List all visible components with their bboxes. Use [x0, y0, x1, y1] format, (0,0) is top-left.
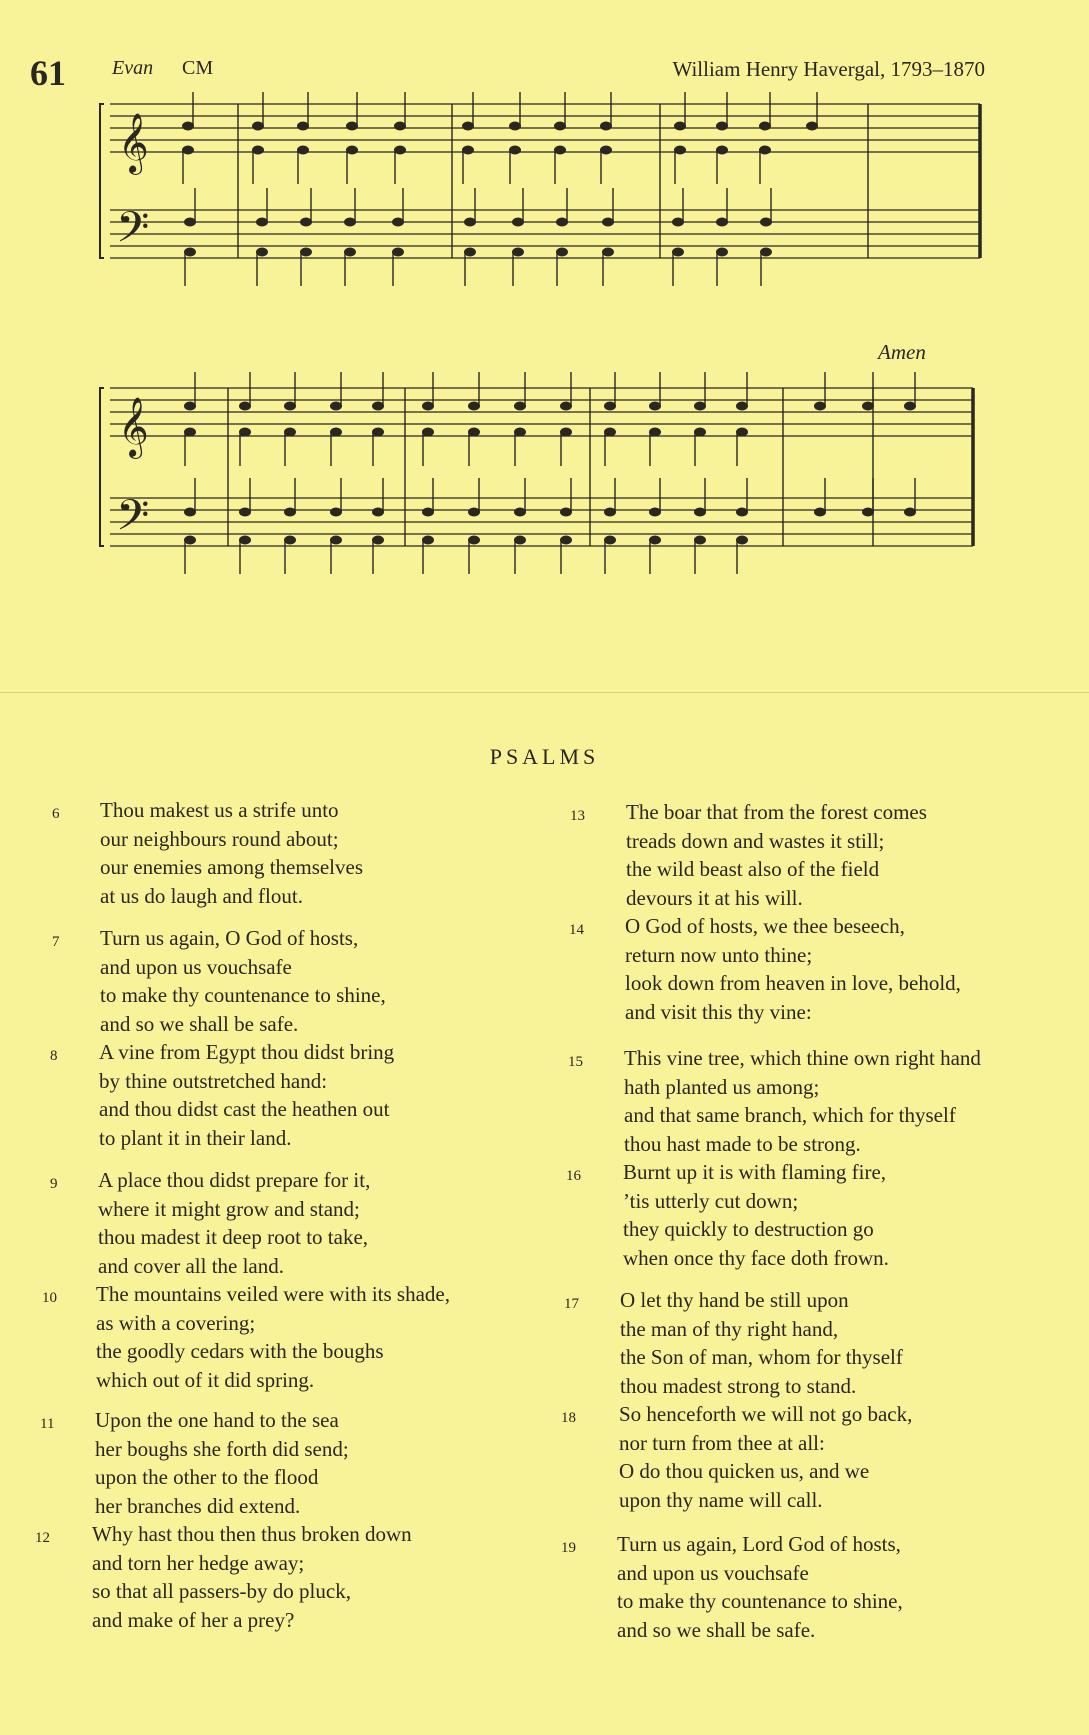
verse-number: 17: [564, 1296, 579, 1312]
verse-line: The boar that from the forest comes: [626, 800, 927, 824]
note-head: [256, 218, 268, 227]
note-head: [694, 428, 706, 437]
note-head: [284, 508, 296, 517]
note-head: [468, 508, 480, 517]
verse-line: treads down and wastes it still;: [626, 828, 885, 853]
note-head: [184, 428, 196, 437]
verse-number: 11: [40, 1416, 55, 1432]
verse-line: thou hast made to be strong.: [624, 1131, 861, 1156]
verse-line: and that same branch, which for thyself: [624, 1103, 956, 1127]
verse: [566, 1158, 889, 1272]
section-title: PSALMS: [489, 744, 600, 769]
note-head: [694, 536, 706, 545]
verse-number: 19: [561, 1540, 576, 1556]
verse: [40, 1406, 349, 1520]
verse-line: and cover all the land.: [98, 1253, 285, 1278]
verse-line: So henceforth we will not go back,: [619, 1402, 913, 1426]
verse-line: the wild beast also of the field: [626, 857, 880, 881]
note-head: [514, 508, 526, 517]
verse-line: they quickly to destruction go: [623, 1217, 874, 1241]
note-head: [736, 402, 748, 411]
system-2-treble-staff: [110, 388, 973, 436]
verse: [570, 798, 927, 912]
verse-line: thou madest strong to stand.: [620, 1373, 857, 1398]
note-head: [184, 536, 196, 545]
note-head: [422, 536, 434, 545]
note-head: [330, 428, 342, 437]
hymn-number: 61: [30, 53, 66, 93]
note-head: [604, 428, 616, 437]
system-1-bass-staff: [110, 210, 980, 258]
note-head: [184, 508, 196, 517]
note-head: [736, 508, 748, 517]
note-head: [422, 402, 434, 411]
verse-line: O God of hosts, we thee beseech,: [625, 914, 905, 938]
note-head: [904, 508, 916, 517]
note-head: [694, 508, 706, 517]
verse-line: look down from heaven in love, behold,: [625, 971, 961, 995]
verse-line: O let thy hand be still upon: [620, 1288, 849, 1312]
system-1-treble-staff: [110, 104, 980, 152]
note-head: [649, 508, 661, 517]
verse-line: hath planted us among;: [624, 1074, 820, 1099]
verse-line: and torn her hedge away;: [92, 1550, 305, 1575]
note-head: [252, 122, 264, 131]
verse: [42, 1280, 450, 1394]
verse-line: devours it at his will.: [626, 885, 803, 910]
note-head: [372, 428, 384, 437]
note-head: [509, 146, 521, 155]
verse-line: Upon the one hand to the sea: [95, 1408, 339, 1432]
note-head: [297, 122, 309, 131]
note-head: [394, 146, 406, 155]
verse-line: our neighbours round about;: [100, 826, 339, 851]
verse-line: upon the other to the flood: [95, 1465, 319, 1489]
verse-line: to plant it in their land.: [99, 1125, 292, 1150]
verse-line: which out of it did spring.: [96, 1367, 315, 1392]
verse-line: thou madest it deep root to take,: [98, 1225, 369, 1249]
verse-line: A place thou didst prepare for it,: [98, 1168, 371, 1192]
note-head: [182, 146, 194, 155]
note-head: [239, 428, 251, 437]
verse-number: 14: [569, 922, 584, 938]
note-head: [372, 402, 384, 411]
verse-number: 6: [52, 806, 60, 822]
verse-line: and upon us vouchsafe: [100, 954, 292, 979]
verse-line: as with a covering;: [96, 1310, 256, 1335]
music-score: [0, 0, 1089, 600]
note-head: [862, 508, 874, 517]
note-head: [604, 508, 616, 517]
verse-line: the goodly cedars with the boughs: [96, 1339, 384, 1363]
note-head: [600, 122, 612, 131]
verse-line: our enemies among themselves: [100, 855, 364, 879]
verse: [52, 924, 386, 1038]
verse-line: to make thy countenance to shine,: [100, 983, 386, 1007]
note-head: [560, 428, 572, 437]
bass-clef-icon: 𝄢: [116, 203, 150, 263]
note-head: [464, 218, 476, 227]
verse-line: the Son of man, whom for thyself: [620, 1345, 903, 1369]
verse-line: Turn us again, O God of hosts,: [100, 926, 359, 950]
note-head: [759, 122, 771, 131]
note-head: [392, 248, 404, 257]
verse: [569, 912, 961, 1026]
note-head: [759, 146, 771, 155]
note-head: [256, 248, 268, 257]
verse-number: 10: [42, 1290, 57, 1306]
verse-number: 7: [52, 934, 60, 950]
verse-line: and visit this thy vine:: [625, 999, 812, 1024]
note-head: [462, 122, 474, 131]
note-head: [464, 248, 476, 257]
note-head: [560, 508, 572, 517]
note-head: [468, 402, 480, 411]
note-head: [716, 122, 728, 131]
note-head: [300, 248, 312, 257]
note-head: [512, 248, 524, 257]
note-head: [674, 146, 686, 155]
verse-line: to make thy countenance to shine,: [617, 1589, 903, 1613]
note-head: [760, 248, 772, 257]
verse: [568, 1044, 981, 1158]
treble-clef-icon: 𝄞: [118, 397, 149, 457]
verse-line: her branches did extend.: [95, 1493, 301, 1518]
note-head: [514, 428, 526, 437]
note-head: [344, 218, 356, 227]
note-head: [649, 428, 661, 437]
verse-number: 15: [568, 1054, 583, 1070]
note-head: [649, 402, 661, 411]
verse: [50, 1038, 395, 1152]
note-head: [509, 122, 521, 131]
verse: [561, 1530, 903, 1644]
note-head: [554, 146, 566, 155]
note-head: [422, 508, 434, 517]
note-head: [649, 536, 661, 545]
verse-line: ’tis utterly cut down;: [623, 1188, 799, 1213]
amen-label: Amen: [878, 340, 926, 364]
note-head: [252, 146, 264, 155]
verse-line: so that all passers-by do pluck,: [92, 1579, 351, 1603]
note-head: [602, 248, 614, 257]
note-head: [422, 428, 434, 437]
verse-line: return now unto thine;: [625, 942, 813, 967]
note-head: [514, 402, 526, 411]
note-head: [602, 218, 614, 227]
note-head: [392, 218, 404, 227]
note-head: [814, 402, 826, 411]
note-head: [346, 146, 358, 155]
note-head: [184, 402, 196, 411]
composer: William Henry Havergal, 1793–1870: [672, 57, 985, 81]
note-head: [184, 218, 196, 227]
note-head: [760, 218, 772, 227]
verse-line: Why hast thou then thus broken down: [92, 1522, 412, 1546]
note-head: [556, 218, 568, 227]
verse: [52, 796, 364, 910]
verse-line: Turn us again, Lord God of hosts,: [617, 1532, 901, 1556]
tune-name: Evan: [112, 57, 154, 79]
verse-line: at us do laugh and flout.: [100, 883, 303, 908]
note-head: [344, 248, 356, 257]
note-head: [716, 146, 728, 155]
verse-line: and upon us vouchsafe: [617, 1560, 809, 1585]
verse: [35, 1520, 412, 1634]
verse-number: 18: [561, 1410, 576, 1426]
verse-number: 13: [570, 808, 585, 824]
page-divider: [0, 692, 1089, 693]
note-head: [674, 122, 686, 131]
verse-line: The mountains veiled were with its shade,: [96, 1282, 450, 1306]
meter: CM: [182, 57, 214, 79]
note-head: [716, 248, 728, 257]
note-head: [694, 402, 706, 411]
verse-number: 16: [566, 1168, 581, 1184]
note-head: [330, 508, 342, 517]
verse-line: her boughs she forth did send;: [95, 1436, 349, 1461]
treble-clef-icon: 𝄞: [118, 113, 149, 173]
verse-line: where it might grow and stand;: [98, 1196, 360, 1221]
note-head: [672, 218, 684, 227]
note-head: [468, 428, 480, 437]
note-head: [716, 218, 728, 227]
note-head: [468, 536, 480, 545]
verse-number: 12: [35, 1530, 50, 1546]
verse-number: 9: [50, 1176, 58, 1192]
note-head: [184, 248, 196, 257]
verse-line: and so we shall be safe.: [617, 1617, 816, 1642]
note-head: [346, 122, 358, 131]
note-head: [284, 428, 296, 437]
note-head: [284, 536, 296, 545]
note-head: [736, 428, 748, 437]
note-head: [300, 218, 312, 227]
note-head: [239, 536, 251, 545]
note-head: [554, 122, 566, 131]
verse: [564, 1286, 903, 1400]
note-head: [462, 146, 474, 155]
note-head: [330, 402, 342, 411]
note-head: [806, 122, 818, 131]
note-head: [862, 402, 874, 411]
verse-line: and make of her a prey?: [92, 1607, 295, 1632]
note-head: [239, 402, 251, 411]
note-head: [600, 146, 612, 155]
note-head: [394, 122, 406, 131]
note-head: [239, 508, 251, 517]
verse: [561, 1400, 913, 1514]
verse-line: Burnt up it is with flaming fire,: [623, 1160, 887, 1184]
note-head: [297, 146, 309, 155]
verse-line: when once thy face doth frown.: [623, 1245, 889, 1270]
system-bracket: [100, 104, 104, 258]
note-head: [284, 402, 296, 411]
note-head: [514, 536, 526, 545]
note-head: [372, 508, 384, 517]
verse-line: the man of thy right hand,: [620, 1316, 839, 1341]
bass-clef-icon: 𝄢: [116, 491, 150, 551]
note-head: [372, 536, 384, 545]
note-head: [604, 536, 616, 545]
note-head: [560, 402, 572, 411]
verse-line: Thou makest us a strife unto: [100, 798, 339, 822]
note-head: [672, 248, 684, 257]
note-head: [904, 402, 916, 411]
note-head: [604, 402, 616, 411]
verse-line: O do thou quicken us, and we: [619, 1459, 870, 1483]
note-head: [560, 536, 572, 545]
verse-line: nor turn from thee at all:: [619, 1430, 825, 1455]
verse-line: upon thy name will call.: [619, 1487, 823, 1512]
system-bracket: [100, 388, 104, 546]
note-head: [814, 508, 826, 517]
note-head: [330, 536, 342, 545]
note-head: [556, 248, 568, 257]
verse-line: and thou didst cast the heathen out: [99, 1097, 390, 1121]
verse: [50, 1166, 371, 1280]
verse-line: and so we shall be safe.: [100, 1011, 299, 1036]
verse-line: A vine from Egypt thou didst bring: [99, 1040, 395, 1064]
verse-line: by thine outstretched hand:: [99, 1068, 328, 1093]
note-head: [512, 218, 524, 227]
verse-line: This vine tree, which thine own right hand: [624, 1046, 981, 1070]
note-head: [182, 122, 194, 131]
note-head: [736, 536, 748, 545]
verse-number: 8: [50, 1048, 58, 1064]
